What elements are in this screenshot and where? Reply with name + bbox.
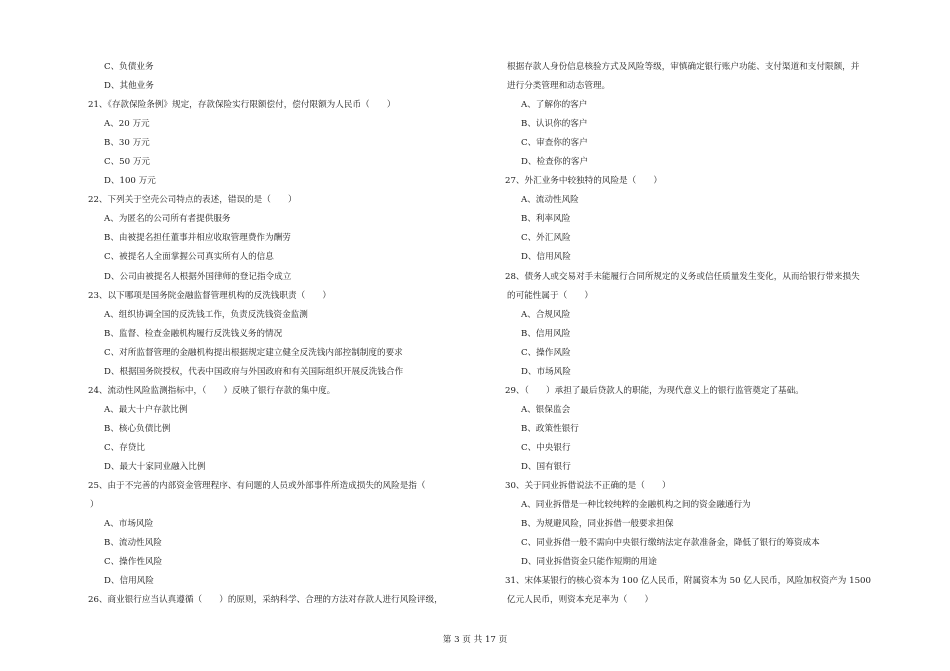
answer-option: A、了解你的客户 <box>521 100 588 111</box>
question-stem: 31、宋体某银行的核心资本为 100 亿人民币，附属资本为 50 亿人民币，风险加权资产为 1500 <box>505 576 871 587</box>
answer-option: B、认识你的客户 <box>521 119 588 130</box>
answer-option: A、流动性风险 <box>521 195 579 206</box>
question-stem: 28、债务人或交易对手未能履行合同所规定的义务或信任质量发生变化，从而给银行带来损失 <box>505 271 860 282</box>
question-stem: 25、由于不完善的内部资金管理程序、有问题的人员或外部事件所造成损失的风险是指（ <box>88 481 426 492</box>
question-stem: 24、流动性风险监测指标中，（ ）反映了银行存款的集中度。 <box>88 385 336 396</box>
answer-option: A、为匿名的公司所有者提供服务 <box>104 214 231 225</box>
answer-option: B、由被提名担任董事并相应收取管理费作为酬劳 <box>104 233 291 244</box>
answer-option: B、监督、检查金融机构履行反洗钱义务的情况 <box>104 328 283 339</box>
right-column <box>505 58 907 610</box>
answer-option: C、同业拆借一般不需向中央银行缴纳法定存款准备金，降低了银行的筹资成本 <box>521 538 820 549</box>
answer-option: A、最大十户存款比例 <box>104 404 188 415</box>
answer-option: D、公司由被提名人根据外国律师的登记指令成立 <box>104 271 292 282</box>
answer-option: D、信用风险 <box>104 576 154 587</box>
answer-option: B、30 万元 <box>104 138 150 149</box>
answer-option: A、组织协调全国的反洗钱工作，负责反洗钱资金监测 <box>104 309 308 320</box>
answer-option: B、为规避风险，同业拆借一般要求担保 <box>521 519 674 530</box>
answer-option: D、信用风险 <box>521 252 571 263</box>
left-column <box>88 58 483 610</box>
answer-option: D、国有银行 <box>521 461 571 472</box>
text-continuation: ） <box>90 500 99 511</box>
question-stem: 23、以下哪项是国务院金融监督管理机构的反洗钱职责（ ） <box>88 290 331 301</box>
question-stem: 29、（ ）承担了最后贷款人的职能，为现代意义上的银行监管奠定了基础。 <box>505 385 804 396</box>
question-stem: 22、下列关于空壳公司特点的表述，错误的是（ ） <box>88 195 297 206</box>
text-continuation: 进行分类管理和动态管理。 <box>507 81 611 92</box>
page-footer: 第 3 页 共 17 页 <box>442 635 508 645</box>
question-stem: 27、外汇业务中较独特的风险是（ ） <box>505 176 663 187</box>
answer-option: A、20 万元 <box>104 119 150 130</box>
answer-option: D、100 万元 <box>104 176 156 187</box>
answer-option: A、同业拆借是一种比较纯粹的金融机构之间的资金融通行为 <box>521 500 751 511</box>
answer-option: A、市场风险 <box>104 519 154 530</box>
answer-option: C、对所监督管理的金融机构提出根据规定建立健全反洗钱内部控制制度的要求 <box>104 347 403 358</box>
answer-option: C、存贷比 <box>104 442 145 453</box>
answer-option: A、银保监会 <box>521 404 571 415</box>
answer-option: A、合规风险 <box>521 309 571 320</box>
answer-option: D、根据国务院授权，代表中国政府与外国政府和有关国际组织开展反洗钱合作 <box>104 366 404 377</box>
question-stem: 21、《存款保险条例》规定，存款保险实行限额偿付，偿付限额为人民币（ ） <box>88 100 396 111</box>
answer-option: D、同业拆借资金只能作短期的用途 <box>521 557 657 568</box>
question-stem: 30、关于同业拆借说法不正确的是（ ） <box>505 481 671 492</box>
answer-option: C、被提名人全面掌握公司真实所有人的信息 <box>104 252 274 263</box>
answer-option: B、利率风险 <box>521 214 571 225</box>
answer-option: C、外汇风险 <box>521 233 571 244</box>
answer-option: C、操作性风险 <box>104 557 163 568</box>
text-continuation: 的可能性属于（ ） <box>507 290 593 301</box>
answer-option: D、最大十家同业融入比例 <box>104 461 206 472</box>
answer-option: D、市场风险 <box>521 366 571 377</box>
answer-option: B、流动性风险 <box>104 538 162 549</box>
text-continuation: 根据存款人身份信息核验方式及风险等级，审慎确定银行账户功能、支付渠道和支付限额，并 <box>507 62 860 72</box>
text-continuation: 亿元人民币，则资本充足率为（ ） <box>507 595 654 606</box>
answer-option: C、操作风险 <box>521 347 571 358</box>
answer-option: C、审查你的客户 <box>521 138 588 149</box>
answer-option: C、负债业务 <box>104 62 154 72</box>
question-stem: 26、商业银行应当认真遵循（ ）的原则，采纳科学、合理的方法对存款人进行风险评级， <box>88 595 443 606</box>
answer-option: D、其他业务 <box>104 81 154 92</box>
answer-option: B、信用风险 <box>521 328 571 339</box>
answer-option: B、政策性银行 <box>521 423 579 434</box>
answer-option: B、核心负债比例 <box>104 423 171 434</box>
answer-option: C、50 万元 <box>104 157 151 168</box>
answer-option: D、检查你的客户 <box>521 157 589 168</box>
answer-option: C、中央银行 <box>521 442 571 453</box>
